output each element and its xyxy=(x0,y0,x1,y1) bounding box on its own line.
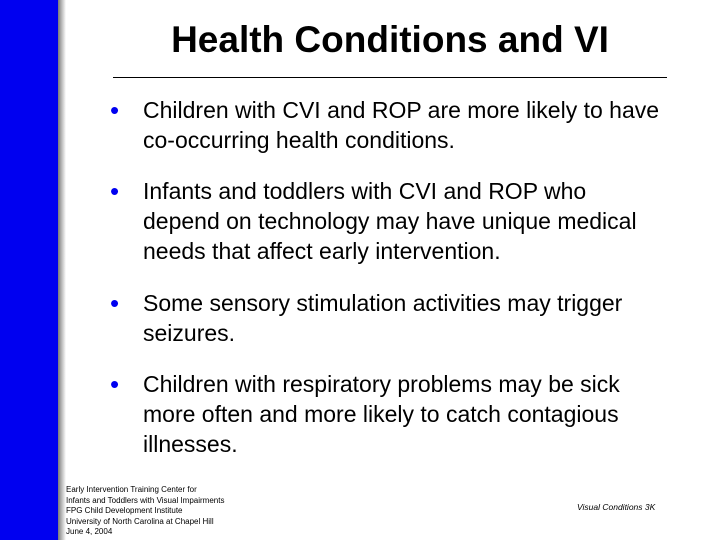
footer-line: FPG Child Development Institute xyxy=(66,506,183,515)
bullet-text: Children with CVI and ROP are more likely to have co-occurring health conditions. xyxy=(143,97,660,153)
bullet-dot-icon: • xyxy=(110,95,120,125)
bullet-dot-icon: • xyxy=(110,369,120,399)
title-divider xyxy=(113,77,667,78)
bullet-dot-icon: • xyxy=(110,176,120,206)
footer-line: June 4, 2004 xyxy=(66,527,113,536)
left-accent-bar xyxy=(0,0,58,540)
bullet-text: Infants and toddlers with CVI and ROP who depend on technology may have unique medical needs that affect early intervention. xyxy=(143,178,637,264)
slide-title: Health Conditions and VI xyxy=(171,19,609,60)
left-accent-shadow xyxy=(58,0,66,540)
footer-credits xyxy=(66,485,286,538)
bullet-text: Some sensory stimulation activities may trigger seizures. xyxy=(143,290,623,346)
footer-line: Infants and Toddlers with Visual Impairments xyxy=(66,495,225,505)
footer-line: University of North Carolina at Chapel Hill xyxy=(66,516,214,526)
bullet-text: Children with respiratory problems may be sick more often and more likely to catch contagious illnesses. xyxy=(143,371,620,457)
footer-line: Early Intervention Training Center for xyxy=(66,485,197,494)
slide-label: Visual Conditions 3K xyxy=(577,502,656,512)
bullet-dot-icon: • xyxy=(110,288,120,318)
